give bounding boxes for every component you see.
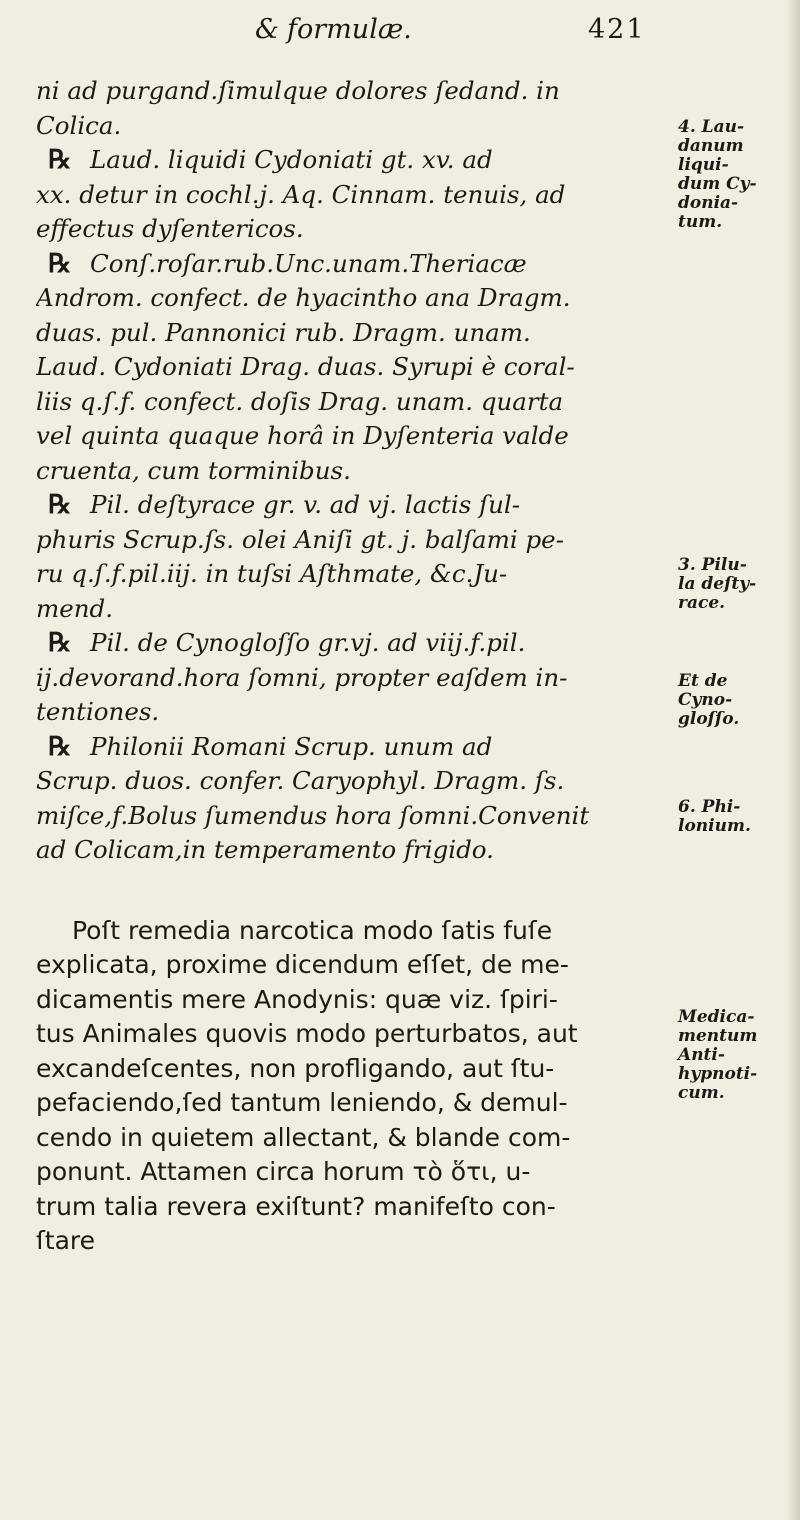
margin-note-line: lonium.: [678, 816, 751, 836]
text-line: [36, 730, 664, 765]
main-text-block: [36, 74, 664, 1259]
margin-note-line: Anti-: [678, 1045, 725, 1065]
text-line-content: Philonii Romani Scrup. unum ad: [90, 731, 493, 761]
margin-note-line: Cyno-: [678, 690, 733, 710]
margin-note-line: 6. Phi-: [678, 797, 741, 817]
text-line: effectus dyſentericos.: [36, 214, 304, 243]
text-line: duas. pul. Pannonici rub. Dragm. unam.: [36, 317, 531, 347]
margin-note-line: Et de: [678, 671, 728, 691]
margin-note: [678, 556, 788, 613]
text-line: ru q.ſ.f.pil.iij. in tuſsi Aſthmate, &c.Ju-: [36, 559, 508, 588]
margin-note-line: donia-: [678, 193, 739, 213]
margin-note-line: dum Cy-: [678, 174, 757, 194]
text-line: ad Colicam,in temperamento frigido.: [36, 835, 494, 864]
text-line: Scrup. duos. confer. Caryophyl. Dragm. ſs.: [36, 766, 565, 795]
text-line: liis q.ſ.f. confect. doſis Drag. unam. quarta: [36, 386, 564, 416]
running-title-text: formulæ.: [287, 14, 412, 45]
recipe-symbol: ℞: [48, 490, 72, 520]
recipe-symbol: ℞: [48, 248, 72, 279]
recipe-symbol: ℞: [48, 731, 72, 762]
text-line: Laud. Cydoniati Drag. duas. Syrupi è coral-: [36, 352, 575, 381]
text-line: cendo in quietem allectant, & blande com-: [36, 1122, 571, 1152]
text-line: Poſt remedia narcotica modo ſatis fuſe: [72, 915, 553, 945]
recipe-symbol: ℞: [48, 145, 72, 175]
text-line-content: Pil. deſtyrace gr. v. ad vj. lactis ſul-: [90, 490, 521, 519]
catchword: ſtare: [36, 1226, 96, 1255]
page-header: [0, 14, 800, 54]
margin-note: [678, 118, 788, 232]
margin-note-line: race.: [678, 593, 726, 613]
text-line: excandeſcentes, non profligando, aut ſtu-: [36, 1053, 555, 1083]
text-line: ponunt. Attamen circa horum τὸ ὅτι, u-: [36, 1157, 531, 1186]
text-line: vel quinta quaque horâ in Dyſenteria valde: [36, 421, 569, 450]
margin-note-line: 3. Pilu-: [678, 555, 747, 575]
margin-note: [678, 798, 788, 836]
text-line-content: Conſ.roſar.rub.Unc.unam.Theriacæ: [90, 248, 527, 278]
margin-note-line: la deſty-: [678, 574, 757, 594]
page-number: 421: [588, 14, 646, 45]
text-line: [36, 143, 664, 178]
ampersand: &: [255, 14, 280, 45]
running-title: [255, 14, 412, 45]
margin-note-line: tum.: [678, 212, 723, 232]
text-line: miſce,f.Bolus ſumendus hora ſomni.Convenit: [36, 800, 590, 830]
text-line: ni ad purgand.ſimulque dolores ſedand. in: [36, 76, 560, 105]
text-line: mend.: [36, 593, 113, 623]
margin-note-line: 4. Lau-: [678, 117, 745, 137]
recipe-symbol: ℞: [48, 628, 72, 658]
text-line: Androm. confect. de hyacintho ana Dragm.: [36, 283, 571, 312]
text-line: xx. detur in cochl.j. Aq. Cinnam. tenuis, ad: [36, 179, 566, 209]
text-line: phuris Scrup.ſs. olei Aniſi gt. j. balſami pe-: [36, 524, 564, 554]
margin-note-line: mentum: [678, 1026, 758, 1046]
text-line: ij.devorand.hora ſomni, propter eaſdem in-: [36, 662, 568, 692]
prose-paragraph: [36, 914, 664, 1259]
text-line: trum talia revera exiſtunt? manifeſto con-: [36, 1191, 556, 1221]
margin-note-line: Medica-: [678, 1007, 755, 1027]
margin-note-line: cum.: [678, 1083, 725, 1103]
text-line: [36, 488, 664, 523]
text-line: tentiones.: [36, 697, 160, 726]
margin-note-line: liqui-: [678, 155, 729, 175]
margin-note: [678, 672, 788, 729]
paragraph-gap: [36, 868, 664, 914]
text-line: pefaciendo,ſed tantum leniendo, & demul-: [36, 1088, 568, 1117]
text-line-content: Pil. de Cynogloſſo gr.vj. ad viij.f.pil.: [90, 628, 526, 657]
text-line: cruenta, cum torminibus.: [36, 455, 351, 485]
text-line-content: Laud. liquidi Cydoniati gt. xv. ad: [90, 145, 493, 174]
margin-note: [678, 1008, 788, 1103]
text-line: [36, 247, 664, 282]
text-line: [36, 626, 664, 661]
margin-note-line: hypnoti-: [678, 1064, 758, 1084]
margin-note-line: danum: [678, 136, 744, 156]
page-edge-shadow: [786, 0, 800, 1520]
text-line: explicata, proxime dicendum eſſet, de me-: [36, 950, 569, 979]
margin-note-line: gloſſo.: [678, 709, 740, 729]
text-line: Colica.: [36, 110, 122, 140]
text-line: dicamentis mere Anodynis: quæ viz. ſpiri-: [36, 984, 558, 1014]
text-line: tus Animales quovis modo perturbatos, aut: [36, 1019, 578, 1048]
